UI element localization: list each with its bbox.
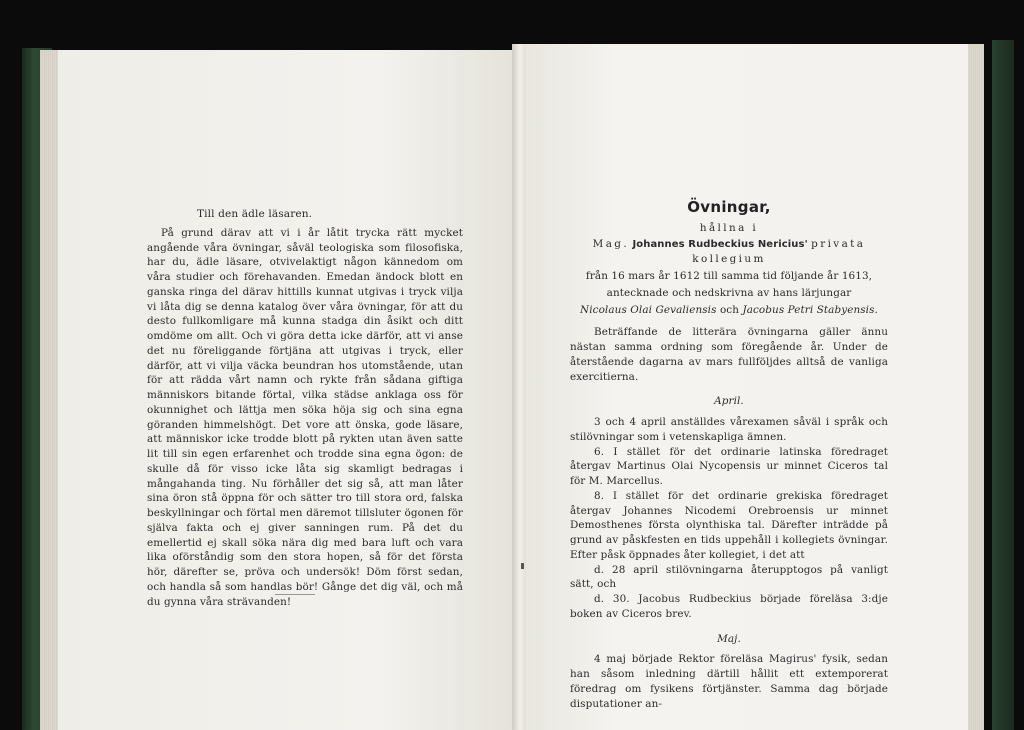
april-entry: 3 och 4 april anställdes vårexamen såväl i språk och stilövningar som i vetenskapliga ämnen. [570,416,888,443]
preface-body: På grund därav att vi i år låtit trycka rätt mycket angående våra övningar, såväl teologiska som filosofiska, har du, ädle läsare, otvivelaktigt någon kännedom om våra studier och förehavanden. Emedan ändock blott en ganska ringa del därav hittills kunnat utgivas i tryck vilja vi låta dig se denna katalog över våra övningar, för att du desto fullkomligare må kunna stadga din åsikt och ditt omdöme om allt. Och vi göra detta icke därför, att vi anse det nu föreliggande förtjäna att utgivas i tryck, eller därför, att vi vilja väcka beundran hos utomstående, utan för att rädda vårt namn och rykte från sådana giftiga människors bitande förtal, vilka städse anklaga oss för okunnighet och lättja men söka höja sig och sina egna göranden himmelshögt. Det vore att önska, gode läsare, att människor icke trodde blott på rykten utan även satte lit till sin egen erfarenhet och trodde sina egna ögon: de skulle då för visso icke låta sig skamligt bedragas i mångahanda ting. Nu förhåller det sig så, att man låter sina öron stå öppna för och sätter tro till stora ord, falska beskyllningar och förtal men däremot tillsluter ögonen för själva fakta och ej giver sanningen rum. På det du emellertid ej skall söka nära dig med bara luft och vara lika oförståndig som den stora hopen, så för det första hör, därefter se, pröva och undersök! Döm först sedan, och handla så som handlas bör! Gånge det dig väl, och må du gynna våra strävanden! [147,226,463,608]
student-one: Nicolaus Olai Gevaliensis [580,303,717,316]
april-entry: d. 30. Jacobus Rudbeckius började föreläsa 3:dje boken av Ciceros brev. [570,593,888,620]
month-heading-may: Maj. [717,632,741,645]
student-two: Jacobus Petri Stabyensis. [742,303,878,316]
students-and: och [719,303,740,316]
left-page-text [147,207,463,609]
may-entry: 4 maj började Rektor föreläsa Magirus' fysik, sedan han såsom inledning därtill hållit ett extemporerat föredrag om fysikens förtjänster. Samma dag började disputationer an- [570,653,888,710]
month-heading-april: April. [714,395,744,408]
april-entry: d. 28 april stilövningarna återupptogos på vanligt sätt, och [570,563,888,591]
teacher-suffix: privata kollegium [692,237,866,266]
preface-heading: Till den ädle läsaren. [197,208,313,220]
section-title: Övningar, [687,198,771,216]
april-entry: 6. I stället för det ordinarie latinska föredraget återgav Martinus Olai Nycopensis ur minnet Ciceros tal för M. Marcellus. [570,445,888,487]
gutter-mark [521,563,524,569]
students-line [570,303,888,318]
book-gutter [512,44,526,730]
teacher-line [570,237,888,268]
april-entry: 8. I stället för det ordinarie grekiska föredraget återgav Johannes Nicodemi Orebroensis ur minnet Demosthenes första olynthiska tal. Därefter inträdde på grund av påskfesten en tids uppehåll i kollegiets övningar. Efter påsk öppnades åter kollegiet, i det att [570,489,888,561]
teacher-prefix: Mag. [592,237,630,250]
section-subtitle: hållna i [699,221,759,234]
date-range-line: från 16 mars år 1612 till samma tid följande år 1613, [585,270,873,282]
noted-by-line: antecknade och nedskrivna av hans lärjungar [606,286,852,299]
right-page-edges [968,44,984,730]
right-page-text [570,200,888,711]
right-cover-board [992,40,1014,730]
teacher-name: Johannes Rudbeckius Nericius' [632,238,808,250]
intro-paragraph: Beträffande de litterära övningarna gäller ännu nästan samma ordning som föregående år. Under de återstående dagarna av mars fullföljdes alltså de vanliga exercitierna. [570,326,888,383]
end-rule [275,594,315,595]
